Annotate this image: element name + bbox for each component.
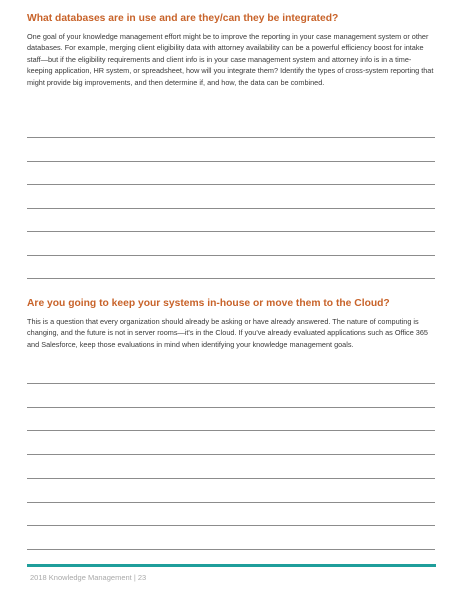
writing-line bbox=[27, 231, 435, 232]
writing-line bbox=[27, 208, 435, 209]
section-heading: What databases are in use and are they/can they be integrated? bbox=[27, 13, 339, 24]
section-heading: Are you going to keep your systems in-house or move them to the Cloud? bbox=[27, 298, 390, 309]
section-cloud bbox=[27, 297, 435, 350]
writing-line bbox=[27, 430, 435, 431]
footer-page-label: 2018 Knowledge Management | 23 bbox=[30, 573, 147, 582]
writing-line bbox=[27, 549, 435, 550]
section-body: One goal of your knowledge management effort might be to improve the reporting in your case management system or other databases. For example, merging client eligibility data with attorney availability can be a powerful efficiency boost for intake staff—but if the eligibility requirements and client info is in your case management system and attorney info is in a time-keeping application, HR system, or spreadsheet, how will you integrate them? Identify the types of cross-system reporting that might provide big improvements, and then determine if, and how, the data can be combined. bbox=[27, 32, 434, 87]
footer-bar bbox=[27, 564, 436, 567]
writing-line bbox=[27, 454, 435, 455]
section-databases bbox=[27, 12, 435, 88]
section-body: This is a question that every organization should already be asking or have already answered. The nature of computing is changing, and the future is not in server rooms—it's in the Cloud. If you've already evaluated applications such as Office 365 and Salesforce, keep those evaluations in mind when identifying your knowledge management goals. bbox=[27, 317, 428, 349]
writing-line bbox=[27, 502, 435, 503]
writing-line bbox=[27, 161, 435, 162]
writing-line bbox=[27, 525, 435, 526]
writing-line bbox=[27, 255, 435, 256]
writing-line bbox=[27, 184, 435, 185]
writing-line bbox=[27, 407, 435, 408]
writing-line bbox=[27, 137, 435, 138]
writing-line bbox=[27, 278, 435, 279]
writing-line bbox=[27, 478, 435, 479]
writing-line bbox=[27, 383, 435, 384]
